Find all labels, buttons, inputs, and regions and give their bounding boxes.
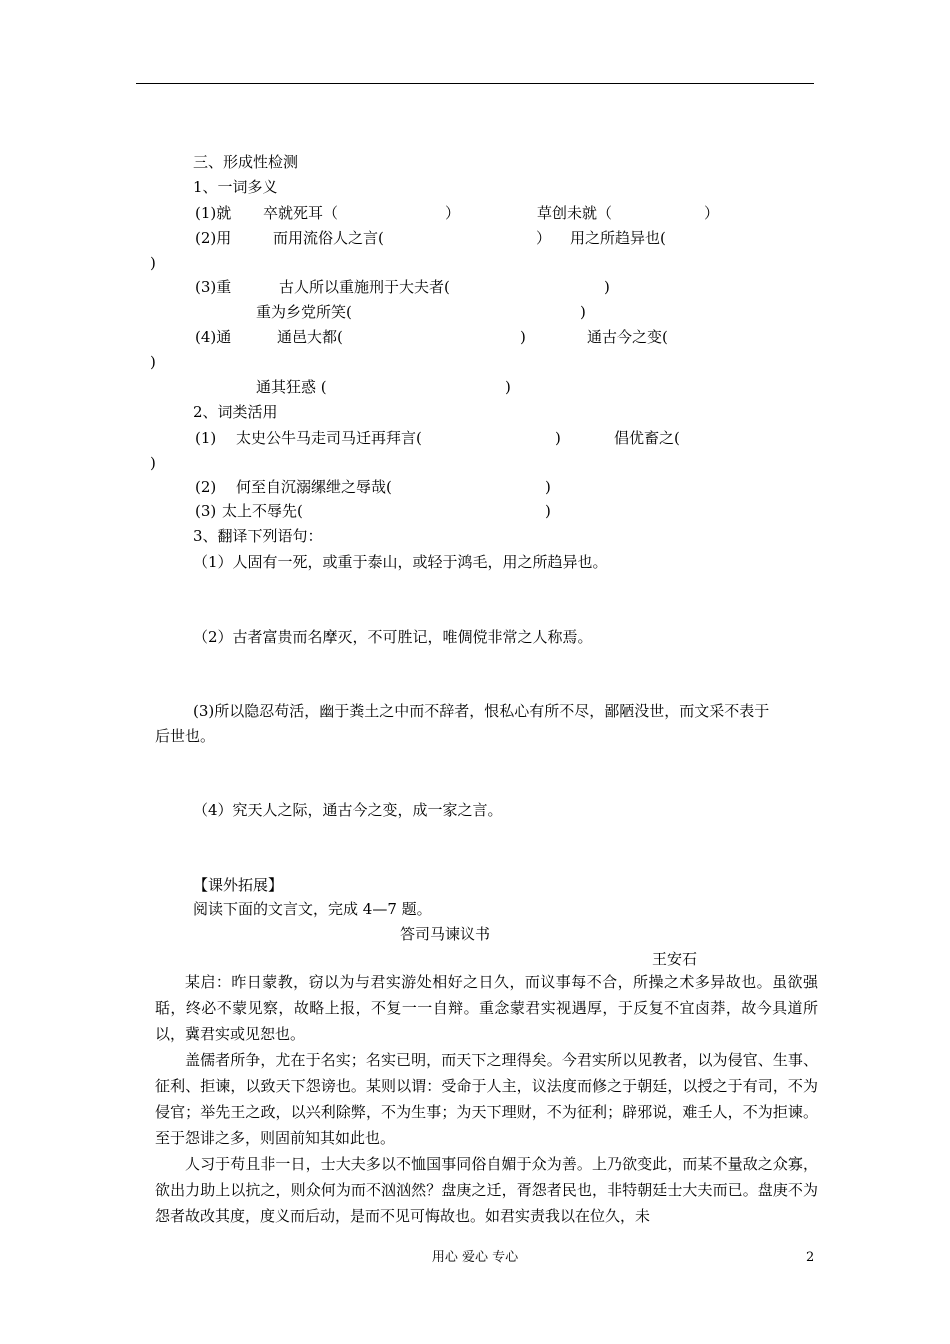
q3-sentence-2: （2）古者富贵而名摩灭，不可胜记，唯倜傥非常之人称焉。 xyxy=(193,628,593,646)
article-title: 答司马谏议书 xyxy=(400,925,491,943)
q2-a2-text: 倡优畜之( xyxy=(614,429,680,447)
q3-sentence-3: (3)所以隐忍苟活，幽于粪土之中而不辞者，恨私心有所不尽，鄙陋没世，而文采不表于 xyxy=(193,702,770,720)
article-body xyxy=(155,969,818,1229)
q2-c-label: (3) xyxy=(195,502,217,520)
q1-b2-text: 用之所趋异也( xyxy=(570,229,666,247)
q2-a-label: (1) xyxy=(195,429,217,447)
q1-b-label: (2)用 xyxy=(195,229,232,247)
article-paragraph-3: 人习于苟且非一日，士大夫多以不恤国事同俗自媚于众为善。上乃欲变此，而某不量敌之众寡，欲出力助上以抗之，则众何为而不汹汹然？盘庚之迁，胥怨者民也，非特朝廷士大夫而已。盘庚不为怨者故改其度，度义而后动，是而不见可悔故也。如君实责我以在位久，未 xyxy=(155,1155,818,1225)
extension-heading: 【课外拓展】 xyxy=(193,876,284,894)
q2-a2-close: ) xyxy=(150,454,156,472)
q3-sentence-1: （1）人固有一死，或重于泰山，或轻于鸿毛，用之所趋异也。 xyxy=(193,553,608,571)
page-number: 2 xyxy=(806,1250,815,1265)
q2-title: 2、词类活用 xyxy=(193,403,278,421)
q1-a2-text: 草创未就（ xyxy=(537,204,613,222)
q3-sentence-3-cont: 后世也。 xyxy=(155,727,216,745)
q3-sentence-4: （4）究天人之际，通古今之变，成一家之言。 xyxy=(193,801,503,819)
q2-b1-text: 何至自沉溺缧绁之辱哉( xyxy=(236,478,392,496)
q2-a1-text: 太史公牛马走司马迁再拜言( xyxy=(236,429,422,447)
q2-b-label: (2) xyxy=(195,478,217,496)
q1-a1-text: 卒就死耳（ xyxy=(263,204,339,222)
article-paragraph-2: 盖儒者所争，尤在于名实；名实已明，而天下之理得矣。今君实所以见教者，以为侵官、生事、征利、拒谏，以致天下怨谤也。某则以谓：受命于人主，议法度而修之于朝廷，以授之于有司，不为侵官；举先王之政，以兴利除弊，不为生事；为天下理财，不为征利；辟邪说，难壬人，不为拒谏。至于怨诽之多，则固前知其如此也。 xyxy=(155,1051,818,1147)
article-author: 王安石 xyxy=(652,950,698,968)
q2-c1-text: 太上不辱先( xyxy=(222,502,303,520)
q2-b1-close: ) xyxy=(545,478,551,496)
q1-d1-text: 通邑大都( xyxy=(277,328,343,346)
q1-a2-close: ） xyxy=(704,204,720,222)
q1-title: 1、一词多义 xyxy=(193,178,278,196)
q1-d2-close: ) xyxy=(150,353,156,371)
section-heading: 三、形成性检测 xyxy=(193,153,299,171)
q1-a1-close: ） xyxy=(445,204,461,222)
footer-slogan: 用心 爱心 专心 xyxy=(431,1250,519,1265)
q1-d3-text: 通其狂惑 ( xyxy=(256,378,327,396)
q1-a-label: (1)就 xyxy=(195,204,232,222)
q1-b2-close: ) xyxy=(150,254,156,272)
q1-c2-text: 重为乡党所笑( xyxy=(256,303,352,321)
q1-d3-close: ) xyxy=(505,378,511,396)
header-rule xyxy=(136,83,814,84)
q2-c1-close: ) xyxy=(545,502,551,520)
q1-c-label: (3)重 xyxy=(195,278,232,296)
q1-c1-close: ) xyxy=(604,278,610,296)
q1-c2-close: ) xyxy=(580,303,586,321)
q2-a1-close: ) xyxy=(555,429,561,447)
q3-title: 3、翻译下列语句： xyxy=(193,527,323,545)
q1-b1-close: ） xyxy=(536,229,552,247)
q1-c1-text: 古人所以重施刑于大夫者( xyxy=(279,278,450,296)
q1-b1-text: 而用流俗人之言( xyxy=(273,229,384,247)
q1-d1-close: ) xyxy=(520,328,526,346)
article-paragraph-1: 某启：昨日蒙教，窃以为与君实游处相好之日久，而议事每不合，所操之术多异故也。虽欲强聒，终必不蒙见察，故略上报，不复一一自辩。重念蒙君实视遇厚，于反复不宜卤莽，故今具道所以，冀君实或见恕也。 xyxy=(155,973,818,1043)
extension-instruction: 阅读下面的文言文，完成 4—7 题。 xyxy=(193,900,432,918)
q1-d2-text: 通古今之变( xyxy=(587,328,668,346)
q1-d-label: (4)通 xyxy=(195,328,232,346)
